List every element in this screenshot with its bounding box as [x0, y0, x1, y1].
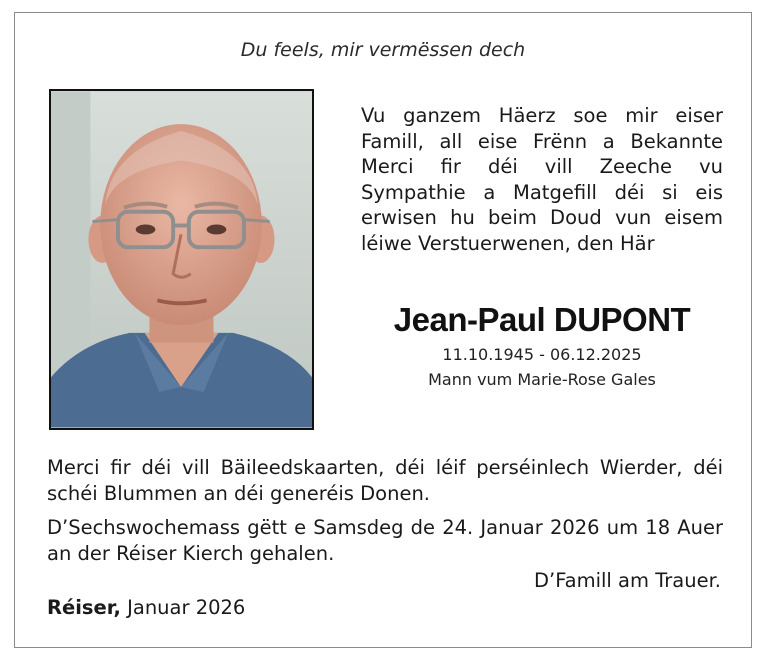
intro-line: erwisen hu beim Doud vun eisem [361, 206, 723, 229]
spouse-line: Mann vum Marie-Rose Gales [428, 370, 656, 389]
intro-line: Sympathie a Matgefill déi si eis [361, 180, 723, 204]
portrait-photo [49, 89, 314, 430]
mass-paragraph: D’Sechswochemass gëtt e Samsdeg de 24. Januar 2026 um 18 Auer an der Réiser Kierch gehalen. [47, 516, 723, 565]
intro-line: Vu ganzem Häerz soe mir eiser [361, 104, 723, 127]
place-date [47, 596, 245, 619]
family-signature: D’Famill am Trauer. [534, 569, 721, 592]
motto: Du feels, mir vermëssen dech [240, 39, 526, 61]
deceased-name: Jean-Paul DUPONT [393, 301, 691, 338]
place-date-text: Januar 2026 [127, 596, 246, 619]
life-dates: 11.10.1945 - 06.12.2025 [442, 345, 642, 364]
portrait-illustration [51, 91, 312, 428]
thanks-paragraph: Merci fir déi vill Bäileedskaarten, déi léif perséinlech Wierder, déi schéi Blummen an déi generéis Donen. [47, 456, 723, 505]
intro-line: Merci fir déi vill Zeeche vu [361, 155, 723, 178]
place-town: Réiser, [47, 596, 121, 619]
intro-text [361, 103, 723, 256]
obituary-card [14, 12, 752, 648]
intro-line: léiwe Verstuerwenen, den Här [361, 231, 655, 255]
intro-line: Famill, all eise Frënn a Bekannte [361, 129, 723, 153]
